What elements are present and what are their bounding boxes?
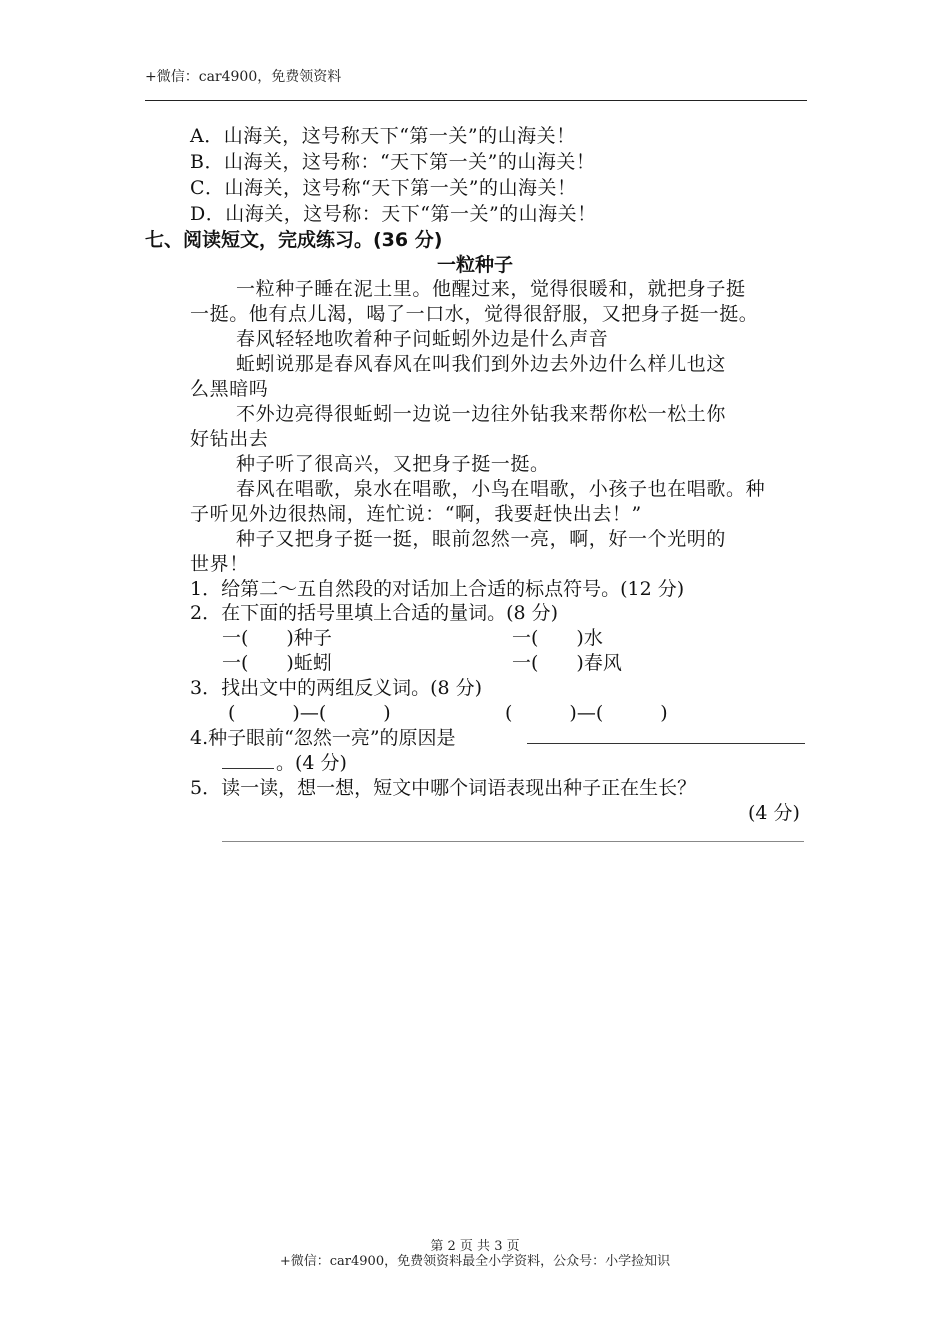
option-d: D．山海关，这号称：天下“第一关”的山海关！ [190, 203, 597, 225]
passage-title: 一粒种子 [436, 254, 513, 276]
q5-answer-line [222, 841, 804, 842]
question-1: 1．给第二～五自然段的对话加上合适的标点符号。(12 分) [190, 578, 685, 600]
passage-line: 么黑暗吗 [190, 378, 269, 400]
passage-line: 蚯蚓说那是春风春风在叫我们到外边去外边什么样儿也这 [236, 353, 727, 375]
passage-line: 春风轻轻地吹着种子问蚯蚓外边是什么声音 [236, 328, 609, 350]
page-header: +微信：car4900，免费领资料 [145, 69, 342, 85]
q2-item-worm: 一( )蚯蚓 [222, 652, 332, 674]
q3-pair-2: ( )—( ) [505, 702, 668, 724]
passage-line: 种子听了很高兴，又把身子挺一挺。 [236, 453, 550, 475]
passage-line: 种子又把身子挺一挺，眼前忽然一亮，啊，好一个光明的 [236, 528, 727, 550]
page-number: 第 2 页 共 3 页 [430, 1239, 520, 1254]
passage-line: 好钻出去 [190, 428, 269, 450]
footer-note: +微信：car4900，免费领资料最全小学资料，公众号：小学捡知识 [279, 1254, 671, 1269]
passage-line: 一挺。他有点儿渴，喝了一口水，觉得很舒服，又把身子挺一挺。 [190, 303, 759, 325]
header-rule [145, 100, 807, 101]
question-2: 2．在下面的括号里填上合适的量词。(8 分) [190, 602, 559, 624]
option-a: A．山海关，这号称天下“第一关”的山海关！ [190, 125, 576, 147]
q4-answer-line-2 [222, 768, 274, 769]
passage-line: 春风在唱歌，泉水在唱歌，小鸟在唱歌，小孩子也在唱歌。种 [236, 478, 766, 500]
passage-line: 子听见外边很热闹，连忙说：“啊，我要赶快出去！” [190, 503, 642, 525]
q2-item-seed: 一( )种子 [222, 627, 332, 649]
question-3: 3．找出文中的两组反义词。(8 分) [190, 677, 483, 699]
question-5: 5．读一读，想一想，短文中哪个词语表现出种子正在生长？ [190, 777, 697, 799]
q2-item-wind: 一( )春风 [512, 652, 622, 674]
passage-line: 不外边亮得很蚯蚓一边说一边往外钻我来帮你松一松土你 [236, 403, 727, 425]
q5-score: (4 分) [748, 802, 800, 824]
section-heading: 七、阅读短文，完成练习。(36 分) [145, 229, 443, 251]
q4-answer-line-1 [527, 743, 805, 744]
q3-pair-1: ( )—( ) [228, 702, 391, 724]
question-4: 4.种子眼前“忽然一亮”的原因是 [190, 727, 456, 749]
passage-line: 世界！ [190, 553, 249, 575]
passage-line: 一粒种子睡在泥土里。他醒过来，觉得很暖和，就把身子挺 [236, 278, 746, 300]
option-c: C．山海关，这号称“天下第一关”的山海关！ [190, 177, 577, 199]
q4-score: 。(4 分) [276, 752, 347, 774]
option-b: B．山海关，这号称：“天下第一关”的山海关！ [190, 151, 596, 173]
q2-item-water: 一( )水 [512, 627, 603, 649]
